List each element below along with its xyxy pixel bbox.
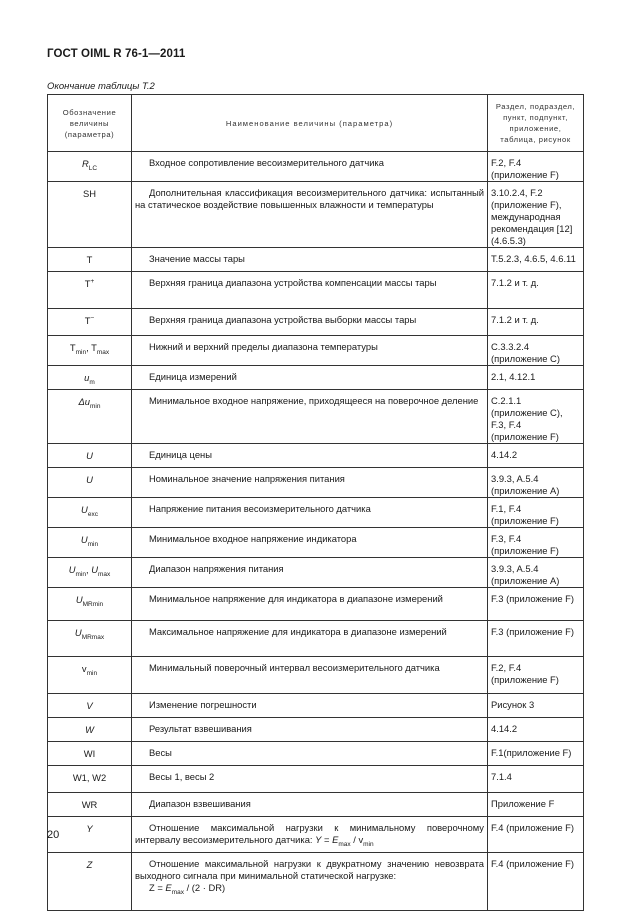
parameter-name: Единица измерений bbox=[149, 371, 237, 382]
symbol-part: v bbox=[81, 663, 87, 674]
parameter-name: Весы bbox=[149, 747, 172, 758]
symbol-part: WR bbox=[81, 799, 98, 810]
reference-cell: F.2, F.4 (приложение F) bbox=[488, 657, 584, 694]
parameter-name: Дополнительная классификация весоизмерительного датчика: испытанный на статическое воздействие повышенных влажности и температуры bbox=[135, 187, 484, 210]
name-cell bbox=[132, 248, 488, 272]
table-caption: Окончание таблицы Т.2 bbox=[47, 81, 155, 92]
symbol-cell bbox=[48, 588, 132, 621]
formula bbox=[135, 882, 484, 894]
reference-cell: Приложение F bbox=[488, 793, 584, 817]
reference-cell: 7.1.2 и т. д. bbox=[488, 309, 584, 336]
name-cell bbox=[132, 444, 488, 468]
symbol-part: / bbox=[350, 834, 359, 845]
table-row bbox=[48, 248, 584, 272]
symbol-part: W bbox=[85, 724, 94, 735]
symbol-part: V bbox=[86, 700, 93, 711]
symbol-part: Z = bbox=[149, 882, 166, 893]
parameter-name: Нижний и верхний пределы диапазона температуры bbox=[149, 341, 378, 352]
table-row bbox=[48, 309, 584, 336]
name-cell bbox=[132, 152, 488, 182]
parameter-name: Диапазон напряжения питания bbox=[149, 563, 284, 574]
parameter-name: Изменение погрешности bbox=[149, 699, 257, 710]
symbol-part: T bbox=[91, 342, 97, 353]
reference-cell: F.4 (приложение F) bbox=[488, 853, 584, 911]
symbol-cell bbox=[48, 468, 132, 498]
table-row bbox=[48, 366, 584, 390]
reference-cell: F.3 (приложение F) bbox=[488, 621, 584, 657]
table-row bbox=[48, 718, 584, 742]
table-row bbox=[48, 336, 584, 366]
subscript: max bbox=[96, 348, 110, 356]
reference-cell: 3.9.3, A.5.4 (приложение A) bbox=[488, 468, 584, 498]
table-row bbox=[48, 182, 584, 248]
reference-cell: 7.1.4 bbox=[488, 766, 584, 793]
name-cell bbox=[132, 817, 488, 853]
symbol-part: T bbox=[69, 342, 76, 353]
symbol-part: U bbox=[86, 450, 93, 461]
formula bbox=[315, 834, 374, 848]
parameter-name: Отношение максимальной нагрузки к двукратному значению невозврата выходного сигнала при минимальной статической нагрузке: bbox=[135, 858, 484, 881]
symbol-part: Y bbox=[86, 823, 93, 834]
reference-cell: 4.14.2 bbox=[488, 718, 584, 742]
symbol-cell bbox=[48, 309, 132, 336]
subscript: min bbox=[75, 348, 87, 356]
column-header-name: Наименование величины (параметра) bbox=[132, 95, 488, 152]
reference-cell: 3.10.2.4, F.2 (приложение F), международная рекомендация [12] (4.6.5.3) bbox=[488, 182, 584, 248]
symbol-part: / (2 · DR) bbox=[183, 882, 226, 893]
symbol-cell bbox=[48, 152, 132, 182]
symbol-part: Y bbox=[315, 834, 322, 845]
table-row bbox=[48, 657, 584, 694]
symbol-part: U bbox=[68, 564, 76, 575]
parameter-name: Минимальное напряжение для индикатора в диапазоне измерений bbox=[149, 593, 443, 604]
symbol-part: R bbox=[81, 158, 89, 169]
symbol-part: W1, W2 bbox=[72, 772, 107, 783]
reference-cell: 7.1.2 и т. д. bbox=[488, 272, 584, 309]
parameter-name: Минимальное входное напряжение, приходящееся на поверочное деление bbox=[149, 395, 479, 406]
symbol-part: Z bbox=[86, 859, 93, 870]
reference-cell: C.2.1.1 (приложение C), F.3, F.4 (приложение F) bbox=[488, 390, 584, 444]
reference-cell: F.1(приложение F) bbox=[488, 742, 584, 766]
name-cell bbox=[132, 498, 488, 528]
symbol-part: U bbox=[75, 594, 83, 605]
parameter-name: Результат взвешивания bbox=[149, 723, 252, 734]
symbol-cell bbox=[48, 444, 132, 468]
symbol-part: u bbox=[84, 372, 90, 383]
parameter-name: Отношение максимальной нагрузки к минимальному поверочному интервалу весоизмерительного датчика: bbox=[135, 822, 484, 845]
subscript: exc bbox=[87, 510, 98, 518]
symbol-cell bbox=[48, 742, 132, 766]
reference-cell: C.3.3.2.4 (приложение C) bbox=[488, 336, 584, 366]
name-cell bbox=[132, 468, 488, 498]
symbol-cell bbox=[48, 853, 132, 911]
parameter-name: Диапазон взвешивания bbox=[149, 798, 251, 809]
symbol-part: U bbox=[86, 474, 93, 485]
symbol-cell bbox=[48, 558, 132, 588]
table-header-row bbox=[48, 95, 584, 152]
parameter-name: Единица цены bbox=[149, 449, 212, 460]
symbol-cell bbox=[48, 498, 132, 528]
table-row bbox=[48, 444, 584, 468]
table-row bbox=[48, 558, 584, 588]
parameter-name: Верхняя граница диапазона устройства выборки массы тары bbox=[149, 314, 417, 325]
subscript: max bbox=[171, 888, 184, 896]
symbol-part: , bbox=[85, 564, 92, 575]
name-cell bbox=[132, 766, 488, 793]
parameter-name: Напряжение питания весоизмерительного датчика bbox=[149, 503, 371, 514]
parameter-name: Номинальное значение напряжения питания bbox=[149, 473, 345, 484]
symbol-cell bbox=[48, 817, 132, 853]
table-row bbox=[48, 853, 584, 911]
subscript: MRmax bbox=[81, 633, 105, 641]
symbol-part: U bbox=[81, 504, 88, 515]
name-cell bbox=[132, 336, 488, 366]
parameter-name: Минимальный поверочный интервал весоизмерительного датчика bbox=[149, 662, 440, 673]
table-row bbox=[48, 390, 584, 444]
symbol-cell bbox=[48, 272, 132, 309]
subscript: min bbox=[363, 840, 374, 848]
subscript: MRmin bbox=[82, 600, 104, 608]
reference-cell: Рисунок 3 bbox=[488, 694, 584, 718]
parameter-name: Весы 1, весы 2 bbox=[149, 771, 215, 782]
superscript: + bbox=[90, 277, 95, 285]
symbol-part: T bbox=[86, 254, 93, 265]
parameter-name: Минимальное входное напряжение индикатора bbox=[149, 533, 357, 544]
name-cell bbox=[132, 853, 488, 911]
symbol-part: SH bbox=[82, 188, 97, 199]
reference-cell: 4.14.2 bbox=[488, 444, 584, 468]
symbol-part: v bbox=[358, 834, 364, 845]
table-row bbox=[48, 621, 584, 657]
subscript: m bbox=[89, 378, 95, 386]
symbol-cell bbox=[48, 248, 132, 272]
symbol-part: T bbox=[84, 315, 91, 326]
symbol-cell bbox=[48, 718, 132, 742]
column-header-reference: Раздел, подраздел, пункт, подпункт, приложение, таблица, рисунок bbox=[488, 95, 584, 152]
subscript: max bbox=[338, 840, 351, 848]
table-row bbox=[48, 817, 584, 853]
parameter-table bbox=[47, 94, 584, 911]
symbol-cell bbox=[48, 766, 132, 793]
symbol-part: U bbox=[74, 627, 82, 638]
table-row bbox=[48, 694, 584, 718]
table-row bbox=[48, 742, 584, 766]
symbol-cell bbox=[48, 793, 132, 817]
symbol-cell bbox=[48, 336, 132, 366]
name-cell bbox=[132, 718, 488, 742]
symbol-part: Δu bbox=[78, 396, 91, 407]
name-cell bbox=[132, 588, 488, 621]
subscript: min bbox=[90, 402, 101, 410]
parameter-name: Значение массы тары bbox=[149, 253, 245, 264]
name-cell bbox=[132, 621, 488, 657]
parameter-name: Максимальное напряжение для индикатора в диапазоне измерений bbox=[149, 626, 447, 637]
subscript: LC bbox=[88, 164, 98, 172]
name-cell bbox=[132, 558, 488, 588]
reference-cell: F.1, F.4 (приложение F) bbox=[488, 498, 584, 528]
subscript: min bbox=[87, 540, 99, 548]
symbol-cell bbox=[48, 390, 132, 444]
table-row bbox=[48, 588, 584, 621]
column-header-symbol: Обозначение величины (параметра) bbox=[48, 95, 132, 152]
symbol-part: WI bbox=[83, 748, 96, 759]
reference-cell: F.3 (приложение F) bbox=[488, 588, 584, 621]
symbol-cell bbox=[48, 657, 132, 694]
reference-cell: F.4 (приложение F) bbox=[488, 817, 584, 853]
symbol-part: = bbox=[321, 834, 333, 845]
table-row bbox=[48, 498, 584, 528]
symbol-part: E bbox=[165, 882, 172, 893]
name-cell bbox=[132, 694, 488, 718]
symbol-part: U bbox=[80, 534, 88, 545]
symbol-part: , bbox=[86, 342, 92, 353]
table-row bbox=[48, 152, 584, 182]
symbol-part: E bbox=[332, 834, 339, 845]
subscript: min bbox=[86, 669, 98, 677]
reference-cell: 3.9.3, A.5.4 (приложение A) bbox=[488, 558, 584, 588]
name-cell bbox=[132, 528, 488, 558]
subscript: max bbox=[97, 570, 111, 578]
name-cell bbox=[132, 742, 488, 766]
name-cell bbox=[132, 309, 488, 336]
reference-cell: F.3, F.4 (приложение F) bbox=[488, 528, 584, 558]
table-row bbox=[48, 468, 584, 498]
subscript: min bbox=[75, 570, 86, 578]
reference-cell: T.5.2.3, 4.6.5, 4.6.11 bbox=[488, 248, 584, 272]
table-row bbox=[48, 793, 584, 817]
table-row bbox=[48, 272, 584, 309]
reference-cell: F.2, F.4 (приложение F) bbox=[488, 152, 584, 182]
name-cell bbox=[132, 390, 488, 444]
reference-cell: 2.1, 4.12.1 bbox=[488, 366, 584, 390]
name-cell bbox=[132, 366, 488, 390]
document-header: ГОСТ OIML R 76-1—2011 bbox=[47, 48, 186, 60]
table-row bbox=[48, 528, 584, 558]
superscript: − bbox=[90, 314, 95, 322]
symbol-cell bbox=[48, 621, 132, 657]
symbol-cell bbox=[48, 182, 132, 248]
name-cell bbox=[132, 793, 488, 817]
symbol-part: U bbox=[91, 564, 98, 575]
parameter-name: Верхняя граница диапазона устройства компенсации массы тары bbox=[149, 277, 437, 288]
name-cell bbox=[132, 182, 488, 248]
symbol-cell bbox=[48, 366, 132, 390]
page-number: 20 bbox=[47, 829, 60, 841]
symbol-cell bbox=[48, 694, 132, 718]
name-cell bbox=[132, 272, 488, 309]
name-cell bbox=[132, 657, 488, 694]
symbol-cell bbox=[48, 528, 132, 558]
parameter-name: Входное сопротивление весоизмерительного датчика bbox=[149, 157, 384, 168]
symbol-part: T bbox=[84, 278, 91, 289]
table-row bbox=[48, 766, 584, 793]
